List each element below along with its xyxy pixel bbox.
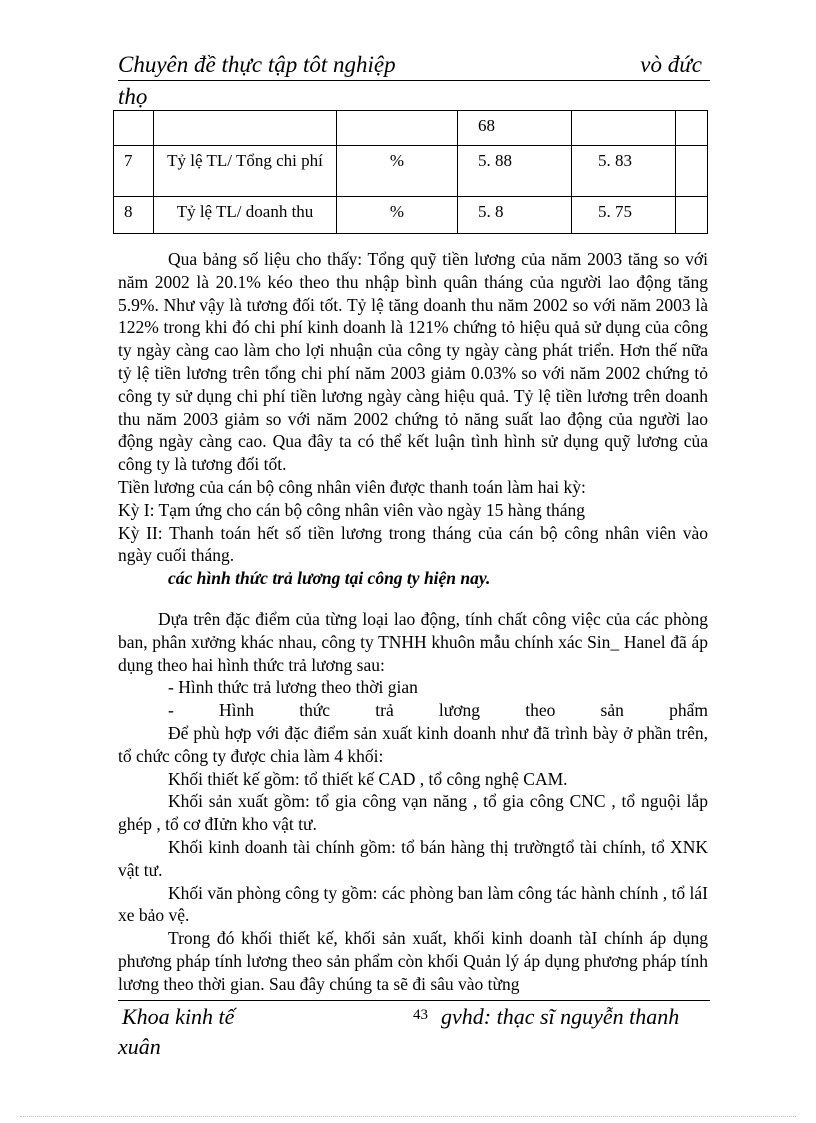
list-word: phẩm [669,700,708,721]
footer-supervisor: gvhd: thạc sĩ nguyễn thanh [441,1004,680,1029]
payment-period-2: Kỳ II: Thanh toán hết số tiền lương trong tháng của cán bộ công nhân viên vào ngày cuối tháng. [118,522,708,566]
payment-period-1: Kỳ I: Tạm ứng cho cán bộ công nhân viên vào ngày 15 hàng tháng [118,499,585,520]
table-cell: Tỷ lệ TL/ doanh thu [154,197,337,234]
office-block: Khối văn phòng công ty gồm: các phòng ban làm công tác hành chính , tổ láI xe bảo vệ. [118,882,708,926]
page-footer [118,1002,710,1062]
page-number: 43 [413,1007,428,1023]
table-cell: 68 [458,111,572,146]
table-cell [676,197,708,234]
list-word: theo [525,700,556,721]
conclusion-paragraph: Trong đó khối thiết kế, khối sản xuất, khối kinh doanh tàI chính áp dụng phương pháp tính lương theo sản phẩm còn khối Quản lý áp dụng phương pháp tính lương theo thời gian. Sau đây chúng ta sẽ đi sâu vào từng [118,928,708,994]
table-cell: 5. 75 [572,197,676,234]
list-word: Hình [219,700,255,721]
table-cell: 5. 8 [458,197,572,234]
list-word: - [168,700,174,721]
table-cell: Tỷ lệ TL/ Tổng chi phí [154,146,337,197]
table-cell [154,111,337,146]
table-cell [676,146,708,197]
table-cell [676,111,708,146]
payment-forms-paragraph: Dựa trên đặc điểm của từng loại lao động, tính chất công việc của các phòng ban, phân xưởng khác nhau, công ty TNHH khuôn mẫu chính xác Sin_ Hanel đã áp dụng theo hai hình thức trả lương sau: [118,608,708,675]
list-word: lương [438,700,481,721]
table-cell: 5. 83 [572,146,676,197]
table-row [114,146,708,197]
list-item [118,699,708,722]
footer-supervisor-continuation: xuân [118,1034,161,1059]
table-row [114,197,708,234]
table-cell [337,111,458,146]
salary-ratio-table [113,110,708,234]
design-block: Khối thiết kế gồm: tổ thiết kế CAD , tổ công nghệ CAM. [168,768,568,789]
header-author-continuation: thọ [118,84,148,109]
list-item: - Hình thức trả lương theo thời gian [168,677,418,698]
page-edge-divider [20,1116,796,1117]
payment-periods-intro: Tiền lương của cán bộ công nhân viên được thanh toán làm hai kỳ: [118,476,586,497]
table-cell: % [337,197,458,234]
table-cell [114,111,154,146]
spacer [118,590,708,608]
header-title: Chuyên đề thực tập tôt nghiệp [118,52,396,77]
list-word: trả [375,700,394,721]
list-word: thức [299,700,331,721]
header-author: vò đức [640,52,702,77]
production-block: Khối sản xuất gồm: tổ gia công vạn năng , tổ gia công CNC , tổ nguội lắp ghép , tổ cơ đIửn kho vật tư. [118,791,708,835]
footer-faculty: Khoa kinh tế [122,1004,235,1029]
table-row [114,111,708,146]
header-rule [118,80,710,81]
table-cell: 8 [114,197,154,234]
business-block: Khối kinh doanh tài chính gồm: tổ bán hàng thị trườngtổ tài chính, tổ XNK vật tư. [118,836,708,880]
section-heading: các hình thức trả lương tại công ty hiện nay. [168,568,491,589]
table-cell: 5. 88 [458,146,572,197]
organization-paragraph: Để phù hợp với đặc điểm sản xuất kinh doanh như đã trình bày ở phần trên, tổ chức công ty được chia làm 4 khối: [118,722,708,766]
analysis-paragraph: Qua bảng số liệu cho thấy: Tổng quỹ tiền lương của năm 2003 tăng so với năm 2002 là 20.1% kéo theo thu nhập bình quân tháng của người lao động tăng 5.9%. Như vậy là tương đối tốt. Tỷ lệ tăng doanh thu năm 2002 so với năm 2003 là 122% trong khi đó chi phí kinh doanh là 121% chứng tỏ hiệu quả sử dụng của công ty ngày càng cao làm cho lợi nhuận của công ty ngày càng phát triển. Hơn thế nữa tỷ lệ tiền lương trên tổng chi phí năm 2003 giảm 0.03% so với năm 2002 chứng tỏ công ty sử dụng chi phí tiền lương ngày càng hiệu quả. Tỷ lệ tiền lương trên doanh thu năm 2003 giảm so với năm 2002 chứng tỏ năng suất lao động của người lao động ngày càng cao. Qua đây ta có thể kết luận tình hình sử dụng quỹ lương của công ty là tương đối tốt. [118,249,708,475]
list-word: sản [600,700,624,721]
table-cell: % [337,146,458,197]
table-cell: 7 [114,146,154,197]
table-cell [572,111,676,146]
body-text [118,248,708,996]
